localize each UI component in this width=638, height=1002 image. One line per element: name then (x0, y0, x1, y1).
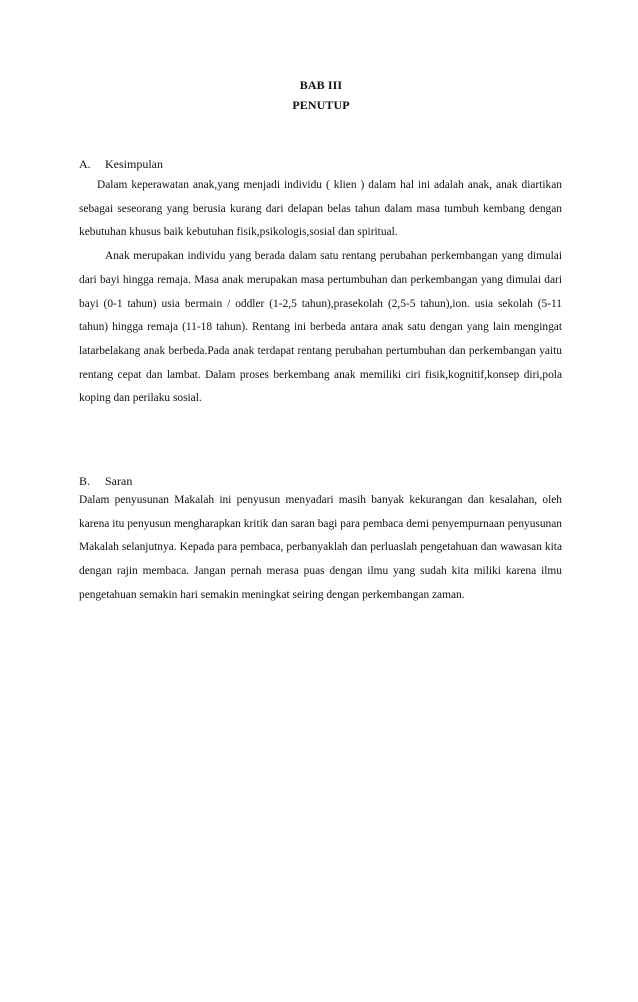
section-heading-text: Kesimpulan (105, 157, 163, 171)
suggestion-paragraph-1: Dalam penyusunan Makalah ini penyusun menyadari masih banyak kekurangan dan kesalahan, oleh karena itu penyusun mengharapkan kritik dan saran bagi para pembaca demi penyempurnaan penyusunan Makalah selanjutnya. Kepada para pembaca, perbanyaklah dan perluaslah pengetahuan dan wawasan kita dengan rajin membaca. Jangan pernah merasa puas dengan ilmu yang sudah kita miliki karena ilmu pengetahuan semakin hari semakin meningkat seiring dengan perkembangan zaman. (79, 494, 562, 601)
section-suggestion (79, 474, 562, 608)
chapter-number: BAB III (299, 78, 343, 92)
section-number: A. (79, 157, 91, 171)
section-heading-text: Saran (105, 474, 133, 488)
section-heading-conclusion (79, 157, 562, 171)
section-conclusion (79, 157, 562, 411)
conclusion-paragraph-1: Dalam keperawatan anak,yang menjadi individu ( klien ) dalam hal ini adalah anak, anak diartikan sebagai seseorang yang berusia kurang dari delapan belas tahun dalam masa tumbuh kembang dengan kebutuhan khusus baik kebutuhan fisik,psikologis,sosial dan spiritual. (79, 179, 562, 239)
section-number: B. (79, 474, 91, 488)
chapter-title: PENUTUP (292, 98, 350, 112)
conclusion-paragraph-2: Anak merupakan individu yang berada dalam satu rentang perubahan perkembangan yang dimulai dari bayi hingga remaja. Masa anak merupakan masa pertumbuhan dan perkembangan yang dimulai dari bayi (0-1 tahun) usia bermain / oddler (1-2,5 tahun),prasekolah (2,5-5 tahun),ion. usia sekolah (5-11 tahun) hingga remaja (11-18 tahun). Rentang ini berbeda antara anak satu dengan yang lain mengingat latarbelakang anak berbeda.Pada anak terdapat rentang perubahan pertumbuhan dan perkembangan yaitu rentang cepat dan lambat. Dalam proses berkembang anak memiliki ciri fisik,kognitif,konsep diri,pola koping dan perilaku sosial. (79, 250, 562, 405)
section-heading-suggestion (79, 474, 562, 488)
